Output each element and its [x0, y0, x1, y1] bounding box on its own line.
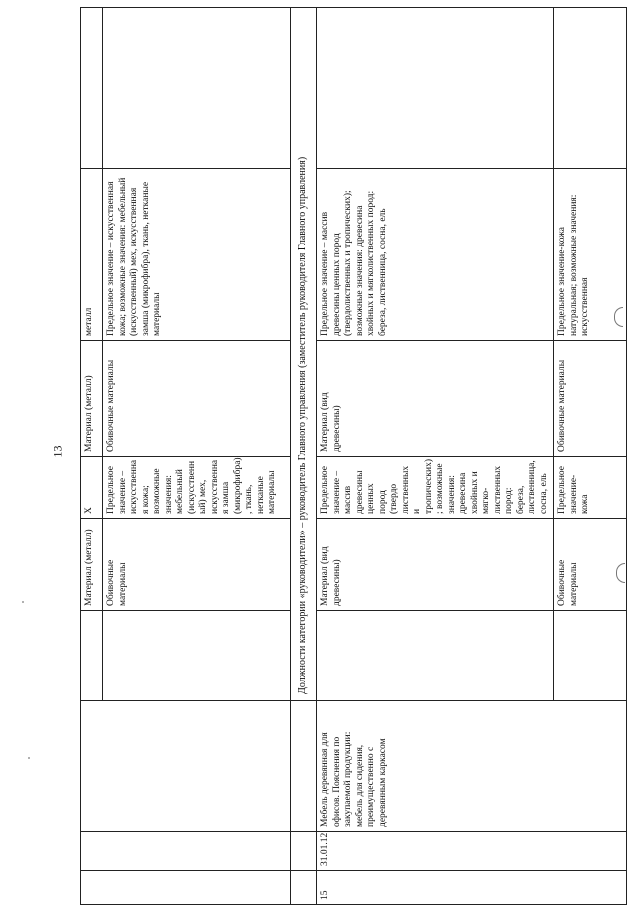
- table-cell: Предельное значение-кожа: [554, 457, 627, 519]
- scan-artifact: [614, 307, 623, 327]
- item-number: 15: [317, 871, 627, 905]
- table-cell: [291, 832, 317, 871]
- table-cell: [554, 611, 627, 701]
- table-cell: [103, 611, 291, 701]
- requirements-table: [80, 7, 627, 905]
- table-cell: Обивочные материалы: [103, 519, 291, 611]
- scan-speck: [22, 601, 24, 603]
- table-cell: [291, 701, 317, 832]
- table-row: [291, 8, 317, 905]
- table-cell: Предельное значение – искусственная кожа; возможные значения: мебельный (искусственный) мех, искусственная замша (микрофибра), ткань, нетканые материалы: [103, 169, 291, 341]
- table-cell: Обивочные материалы: [554, 341, 627, 457]
- table-cell: Предельное значение – массив древесины ценных пород (твердолиственных и тропических); возможные значения: древесина хвойных и мягколиственных пород: береза, лиственница, сосна, ель: [317, 169, 554, 341]
- item-code: 31.01.12: [317, 832, 627, 871]
- position-category-cell: Должности категории «руководители» – руководитель Главного управления (заместитель руководителя Главного управления): [291, 8, 317, 701]
- item-name: Мебель деревянная для офисов. Пояснения по закупаемой продукции: мебель для сидения, преимущественно с деревянным каркасом: [317, 701, 627, 832]
- table-row: [81, 8, 103, 905]
- rotated-table-container: [80, 8, 625, 905]
- table-cell: X: [81, 457, 103, 519]
- table-cell: Материал (вид древесины): [317, 341, 554, 457]
- table-row: [317, 8, 554, 905]
- table-cell: Материал (металл): [81, 341, 103, 457]
- table-cell: Материал (металл): [81, 519, 103, 611]
- table-cell: Предельное значение – искусственна я кожа; возможные значения: мебельный (искусственн ый) мех, искусственна я замша (микрофибра) , ткань, нетканые материалы: [103, 457, 291, 519]
- table-cell: [81, 871, 291, 905]
- table-cell: [291, 871, 317, 905]
- table-cell: [81, 832, 291, 871]
- table-cell: Предельное значение – массив древесины ценных пород (твердо лиственных и тропических) ; возможные значения: древесина хвойных и мягко-лиственных пород: береза, лиственница, сосна, ель: [317, 457, 554, 519]
- table-cell: [554, 8, 627, 169]
- page-number: 13: [50, 445, 65, 458]
- table-cell: металл: [81, 169, 103, 341]
- table-cell: Обивочные материалы: [554, 519, 627, 611]
- table-cell: Материал (вид древесины): [317, 519, 554, 611]
- table-cell: [81, 611, 103, 701]
- scan-artifact: [616, 563, 625, 583]
- table-cell: [317, 611, 554, 701]
- table-cell: [81, 701, 291, 832]
- table-cell: [317, 8, 554, 169]
- table-cell: [103, 8, 291, 169]
- table-cell: [81, 8, 103, 169]
- table-cell: Обивочные материалы: [103, 341, 291, 457]
- scan-speck: [28, 757, 30, 759]
- table-cell: Предельное значение-кожа натуральная; возможные значения: искусственная: [554, 169, 627, 341]
